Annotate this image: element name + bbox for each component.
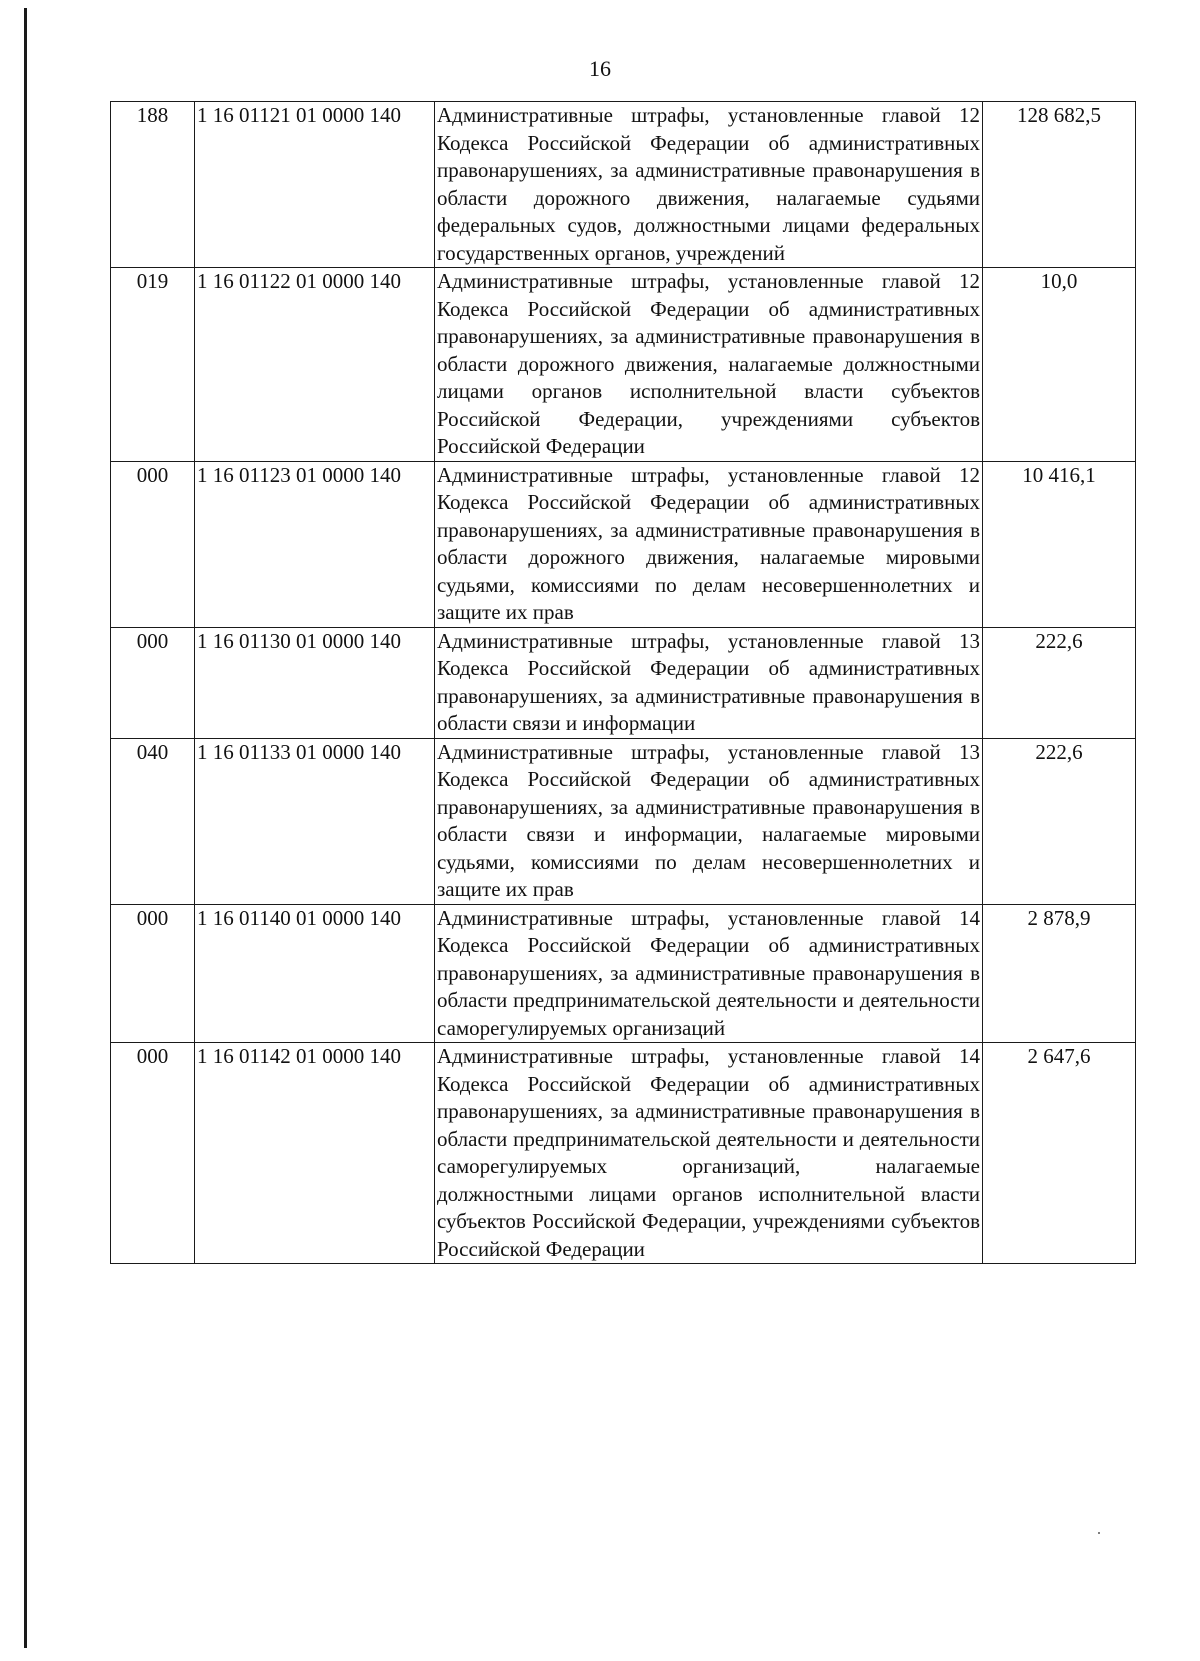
kbk-code-cell: 1 16 01121 01 0000 140: [195, 102, 435, 268]
table-row: [111, 738, 1136, 904]
admin-code-cell: 019: [111, 268, 195, 462]
kbk-code-cell: 1 16 01140 01 0000 140: [195, 904, 435, 1043]
kbk-code-cell: 1 16 01142 01 0000 140: [195, 1043, 435, 1264]
table-row: [111, 904, 1136, 1043]
kbk-code-cell: 1 16 01123 01 0000 140: [195, 461, 435, 627]
amount-cell: 222,6: [983, 738, 1136, 904]
description-cell: Административные штрафы, установленные главой 12 Кодекса Российской Федерации об административных правонарушениях, за административные правонарушения в области дорожного движения, налагаемые судьями федеральных судов, должностными лицами федеральных государственных органов, учреждений: [435, 102, 983, 268]
description-cell: Административные штрафы, установленные главой 13 Кодекса Российской Федерации об административных правонарушениях, за административные правонарушения в области связи и информации: [435, 627, 983, 738]
revenue-table: [110, 101, 1136, 1264]
description-cell: Административные штрафы, установленные главой 13 Кодекса Российской Федерации об административных правонарушениях, за административные правонарушения в области связи и информации, налагаемые мировыми судьями, комиссиями по делам несовершеннолетних и защите их прав: [435, 738, 983, 904]
table-row: [111, 627, 1136, 738]
kbk-code-cell: 1 16 01122 01 0000 140: [195, 268, 435, 462]
description-cell: Административные штрафы, установленные главой 12 Кодекса Российской Федерации об административных правонарушениях, за административные правонарушения в области дорожного движения, налагаемые должностными лицами органов исполнительной власти субъектов Российской Федерации, учреждениями субъектов Российской Федерации: [435, 268, 983, 462]
description-cell: Административные штрафы, установленные главой 12 Кодекса Российской Федерации об административных правонарушениях, за административные правонарушения в области дорожного движения, налагаемые мировыми судьями, комиссиями по делам несовершеннолетних и защите их прав: [435, 461, 983, 627]
table-row: [111, 268, 1136, 462]
admin-code-cell: 000: [111, 1043, 195, 1264]
amount-cell: 128 682,5: [983, 102, 1136, 268]
description-cell: Административные штрафы, установленные главой 14 Кодекса Российской Федерации об административных правонарушениях, за административные правонарушения в области предпринимательской деятельности и деятельности саморегулируемых организаций: [435, 904, 983, 1043]
page-number: 16: [589, 56, 611, 81]
kbk-code-cell: 1 16 01130 01 0000 140: [195, 627, 435, 738]
amount-cell: 2 647,6: [983, 1043, 1136, 1264]
scan-edge-line: [24, 8, 27, 1648]
amount-cell: 10,0: [983, 268, 1136, 462]
admin-code-cell: 000: [111, 627, 195, 738]
kbk-code-cell: 1 16 01133 01 0000 140: [195, 738, 435, 904]
description-cell: Административные штрафы, установленные главой 14 Кодекса Российской Федерации об административных правонарушениях, за административные правонарушения в области предпринимательской деятельности и деятельности саморегулируемых организаций, налагаемые должностными лицами органов исполнительной власти субъектов Российской Федерации, учреждениями субъектов Российской Федерации: [435, 1043, 983, 1264]
amount-cell: 2 878,9: [983, 904, 1136, 1043]
table-row: [111, 461, 1136, 627]
scan-speck: [1098, 1532, 1100, 1534]
table-row: [111, 102, 1136, 268]
amount-cell: 10 416,1: [983, 461, 1136, 627]
admin-code-cell: 000: [111, 461, 195, 627]
table-row: [111, 1043, 1136, 1264]
admin-code-cell: 000: [111, 904, 195, 1043]
admin-code-cell: 188: [111, 102, 195, 268]
amount-cell: 222,6: [983, 627, 1136, 738]
admin-code-cell: 040: [111, 738, 195, 904]
